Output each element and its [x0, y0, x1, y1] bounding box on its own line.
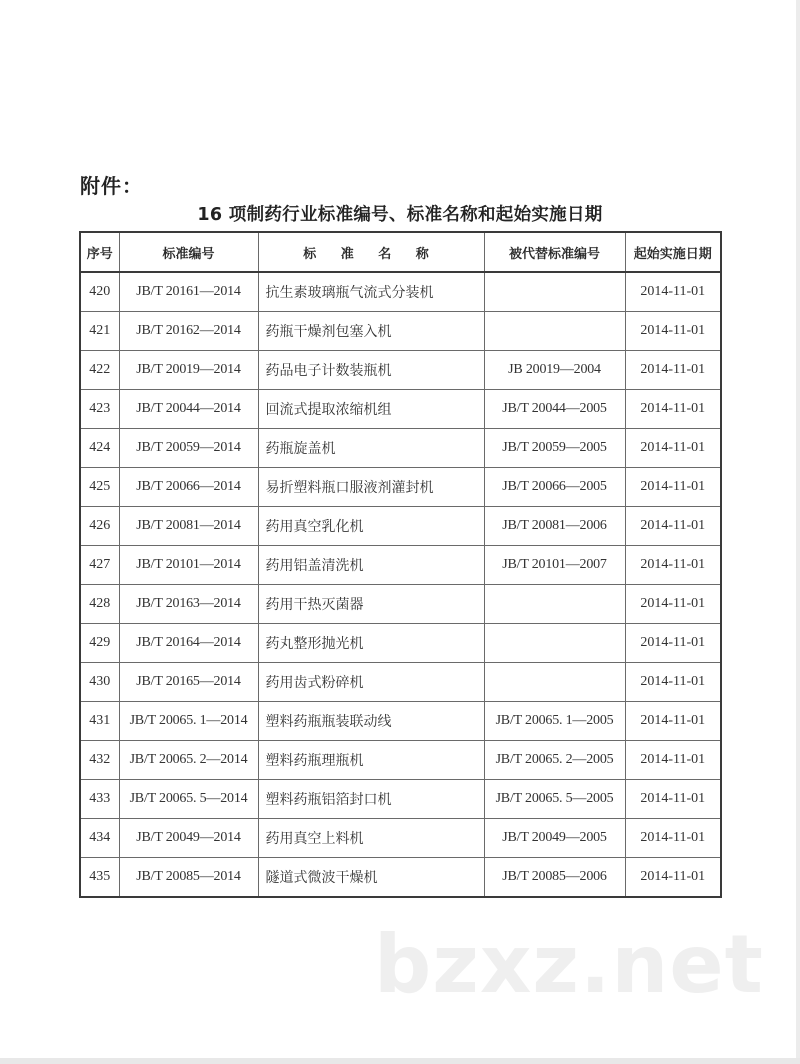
cell-code: JB/T 20085—2014 — [119, 858, 258, 898]
cell-date: 2014-11-01 — [625, 429, 721, 468]
table-row — [80, 390, 721, 429]
cell-seq: 425 — [80, 468, 119, 507]
cell-replaced: JB/T 20085—2006 — [484, 858, 625, 898]
cell-seq: 433 — [80, 780, 119, 819]
cell-replaced: JB/T 20065. 5—2005 — [484, 780, 625, 819]
cell-seq: 429 — [80, 624, 119, 663]
cell-seq: 421 — [80, 312, 119, 351]
cell-name: 药用铝盖清洗机 — [258, 546, 484, 585]
cell-date: 2014-11-01 — [625, 663, 721, 702]
standards-table — [79, 231, 722, 898]
cell-code: JB/T 20065. 1—2014 — [119, 702, 258, 741]
cell-code: JB/T 20065. 5—2014 — [119, 780, 258, 819]
table-header-row — [80, 232, 721, 272]
watermark: bzxz.net — [374, 918, 764, 1011]
cell-code: JB/T 20164—2014 — [119, 624, 258, 663]
cell-replaced: JB/T 20049—2005 — [484, 819, 625, 858]
cell-replaced: JB/T 20081—2006 — [484, 507, 625, 546]
cell-date: 2014-11-01 — [625, 585, 721, 624]
cell-seq: 424 — [80, 429, 119, 468]
cell-name: 塑料药瓶瓶装联动线 — [258, 702, 484, 741]
cell-name: 塑料药瓶铝箔封口机 — [258, 780, 484, 819]
table-row — [80, 468, 721, 507]
cell-code: JB/T 20163—2014 — [119, 585, 258, 624]
cell-seq: 426 — [80, 507, 119, 546]
cell-code: JB/T 20065. 2—2014 — [119, 741, 258, 780]
table-row — [80, 507, 721, 546]
page-edge-bottom — [0, 1058, 800, 1064]
cell-replaced: JB/T 20059—2005 — [484, 429, 625, 468]
header-replaced: 被代替标准编号 — [484, 232, 625, 272]
cell-date: 2014-11-01 — [625, 741, 721, 780]
cell-date: 2014-11-01 — [625, 507, 721, 546]
cell-replaced: JB/T 20044—2005 — [484, 390, 625, 429]
cell-name: 易折塑料瓶口服液剂灌封机 — [258, 468, 484, 507]
cell-code: JB/T 20049—2014 — [119, 819, 258, 858]
cell-date: 2014-11-01 — [625, 819, 721, 858]
document-title: 16 项制药行业标准编号、标准名称和起始实施日期 — [197, 205, 603, 225]
cell-date: 2014-11-01 — [625, 272, 721, 312]
cell-date: 2014-11-01 — [625, 351, 721, 390]
cell-seq: 420 — [80, 272, 119, 312]
cell-code: JB/T 20081—2014 — [119, 507, 258, 546]
cell-name: 药丸整形抛光机 — [258, 624, 484, 663]
cell-name: 回流式提取浓缩机组 — [258, 390, 484, 429]
cell-date: 2014-11-01 — [625, 780, 721, 819]
cell-name: 药用齿式粉碎机 — [258, 663, 484, 702]
page-edge-right — [796, 0, 800, 1064]
cell-replaced: JB/T 20065. 2—2005 — [484, 741, 625, 780]
table-row — [80, 312, 721, 351]
cell-name: 抗生素玻璃瓶气流式分装机 — [258, 272, 484, 312]
cell-name: 药用干热灭菌器 — [258, 585, 484, 624]
cell-date: 2014-11-01 — [625, 624, 721, 663]
cell-code: JB/T 20162—2014 — [119, 312, 258, 351]
header-date: 起始实施日期 — [625, 232, 721, 272]
table-row — [80, 351, 721, 390]
cell-replaced: JB/T 20065. 1—2005 — [484, 702, 625, 741]
table-row — [80, 780, 721, 819]
table-row — [80, 858, 721, 898]
table-row — [80, 702, 721, 741]
cell-seq: 431 — [80, 702, 119, 741]
cell-replaced — [484, 663, 625, 702]
cell-seq: 428 — [80, 585, 119, 624]
cell-date: 2014-11-01 — [625, 390, 721, 429]
cell-date: 2014-11-01 — [625, 468, 721, 507]
cell-seq: 434 — [80, 819, 119, 858]
table-row — [80, 272, 721, 312]
cell-code: JB/T 20165—2014 — [119, 663, 258, 702]
cell-seq: 432 — [80, 741, 119, 780]
table-row — [80, 546, 721, 585]
header-seq: 序号 — [80, 232, 119, 272]
cell-name: 药用真空上料机 — [258, 819, 484, 858]
cell-replaced — [484, 312, 625, 351]
cell-replaced: JB 20019—2004 — [484, 351, 625, 390]
table-row — [80, 819, 721, 858]
cell-replaced — [484, 585, 625, 624]
cell-code: JB/T 20059—2014 — [119, 429, 258, 468]
cell-name: 药瓶干燥剂包塞入机 — [258, 312, 484, 351]
cell-code: JB/T 20161—2014 — [119, 272, 258, 312]
cell-name: 药瓶旋盖机 — [258, 429, 484, 468]
cell-name: 隧道式微波干燥机 — [258, 858, 484, 898]
cell-code: JB/T 20044—2014 — [119, 390, 258, 429]
cell-replaced — [484, 624, 625, 663]
cell-replaced — [484, 272, 625, 312]
cell-code: JB/T 20101—2014 — [119, 546, 258, 585]
cell-date: 2014-11-01 — [625, 546, 721, 585]
header-code: 标准编号 — [119, 232, 258, 272]
header-name: 标 准 名 称 — [258, 232, 484, 272]
cell-seq: 430 — [80, 663, 119, 702]
cell-code: JB/T 20066—2014 — [119, 468, 258, 507]
cell-date: 2014-11-01 — [625, 858, 721, 898]
table-row — [80, 429, 721, 468]
cell-date: 2014-11-01 — [625, 702, 721, 741]
attachment-label: 附件： — [80, 174, 143, 198]
table-body — [80, 272, 721, 897]
table-row — [80, 741, 721, 780]
table-row — [80, 663, 721, 702]
cell-replaced: JB/T 20066—2005 — [484, 468, 625, 507]
cell-seq: 435 — [80, 858, 119, 898]
table-row — [80, 624, 721, 663]
cell-code: JB/T 20019—2014 — [119, 351, 258, 390]
cell-seq: 423 — [80, 390, 119, 429]
cell-name: 药品电子计数装瓶机 — [258, 351, 484, 390]
cell-date: 2014-11-01 — [625, 312, 721, 351]
cell-name: 塑料药瓶理瓶机 — [258, 741, 484, 780]
cell-name: 药用真空乳化机 — [258, 507, 484, 546]
cell-replaced: JB/T 20101—2007 — [484, 546, 625, 585]
cell-seq: 427 — [80, 546, 119, 585]
cell-seq: 422 — [80, 351, 119, 390]
table-row — [80, 585, 721, 624]
